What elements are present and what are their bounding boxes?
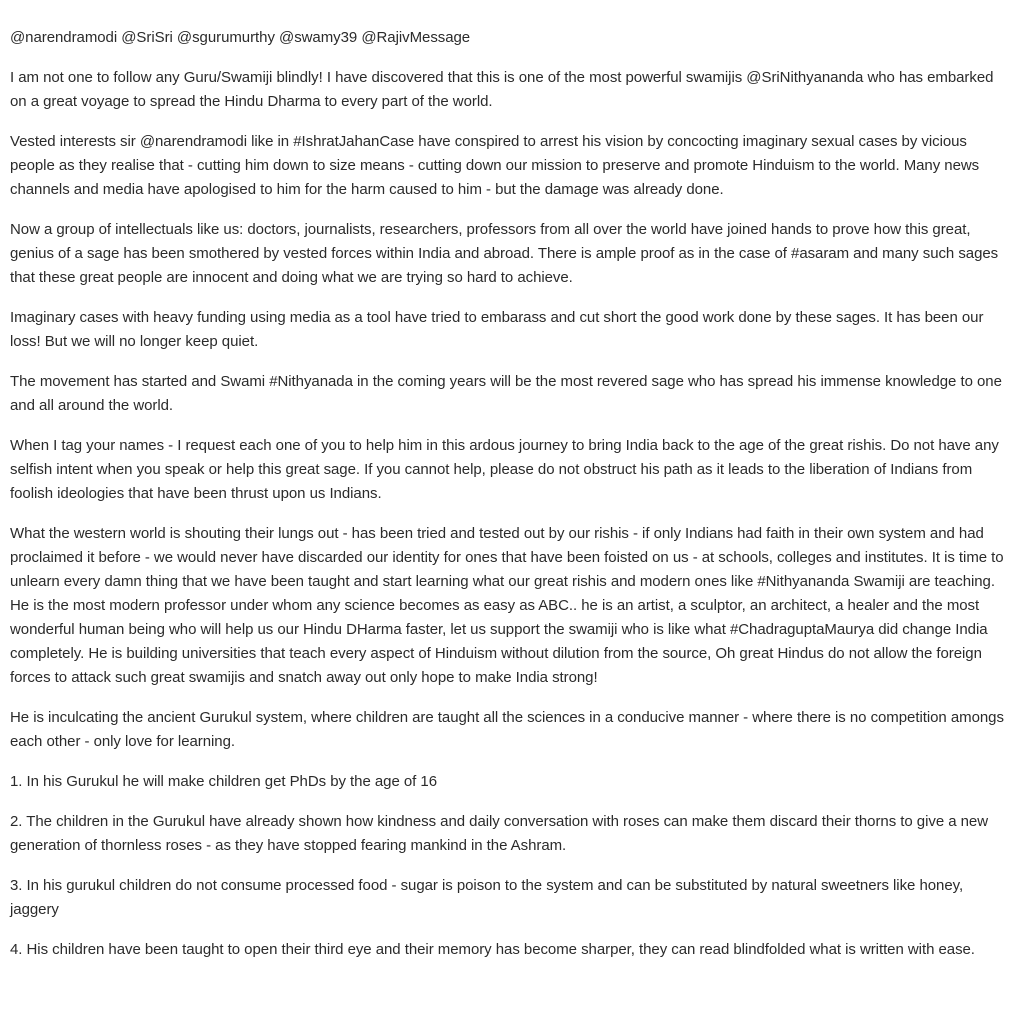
paragraph-movement: The movement has started and Swami #Nithyanada in the coming years will be the most revered sage who has spread his immense knowledge to one and all around the world. [10,373,1002,414]
paragraph-imaginary-cases: Imaginary cases with heavy funding using media as a tool have tried to embarass and cut short the good work done by these sages. It has been our loss! But we will no longer keep quiet. [10,309,984,350]
paragraph-gurukul: He is inculcating the ancient Gurukul system, where children are taught all the sciences in a conducive manner - where there is no competition amongs each other - only love for learning. [10,709,1004,750]
paragraph-western-world: What the western world is shouting their lungs out - has been tried and tested out by our rishis - if only Indians had faith in their own system and had proclaimed it before - we would never have discarded our identity for ones that have been foisted on us - at schools, colleges and institutes. It is time to unlearn every damn thing that we have been taught and start learning what our great rishis and modern ones like #Nithyananda Swamiji are teaching. He is the most modern professor under whom any science becomes as easy as ABC.. he is an artist, a sculptor, an architect, a healer and the most wonderful human being who will help us our Hindu DHarma faster, let us support the swamiji who is like what #ChadraguptaMaurya did change India completely. He is building universities that teach every aspect of Hinduism without dilution from the source, Oh great Hindus do not allow the foreign forces to attack such great swamijis and snatch away out only hope to make India strong! [10,525,1004,686]
paragraph-vested-interests: Vested interests sir @narendramodi like in #IshratJahanCase have conspired to arrest his vision by concocting imaginary sexual cases by vicious people as they realise that - cutting him down to size means - cutting down our mission to preserve and promote Hinduism to the world. Many news channels and media have apologised to him for the harm caused to him - but the damage was already done. [10,133,980,198]
numbered-point-2: 2. The children in the Gurukul have already shown how kindness and daily conversation with roses can make them discard their thorns to give a new generation of thornless roses - as they have stopped fearing mankind in the Ashram. [10,813,989,854]
paragraph-intellectuals: Now a group of intellectuals like us: doctors, journalists, researchers, professors from all over the world have joined hands to prove how this great, genius of a sage has been smothered by vested forces within India and abroad. There is ample proof as in the case of #asaram and many such sages that these great people are innocent and doing what we are trying so hard to achieve. [10,221,999,286]
numbered-point-4: 4. His children have been taught to open their third eye and their memory has become sharper, they can read blindfolded what is written with ease. [10,941,975,958]
numbered-point-1: 1. In his Gurukul he will make children get PhDs by the age of 16 [10,773,437,790]
paragraph-intro: I am not one to follow any Guru/Swamiji blindly! I have discovered that this is one of the most powerful swamijis @SriNithyananda who has embarked on a great voyage to spread the Hindu Dharma to every part of the world. [10,69,994,110]
paragraph-request: When I tag your names - I request each one of you to help him in this ardous journey to bring India back to the age of the great rishis. Do not have any selfish intent when you speak or help this great sage. If you cannot help, please do not obstruct his path as it leads to the liberation of Indians from foolish ideologies that have been thrust upon us Indians. [10,437,999,502]
mentions-line: @narendramodi @SriSri @sgurumurthy @swamy39 @RajivMessage [10,29,471,46]
document-body [10,26,1014,978]
numbered-point-3: 3. In his gurukul children do not consume processed food - sugar is poison to the system and can be substituted by natural sweetners like honey, jaggery [10,877,964,918]
